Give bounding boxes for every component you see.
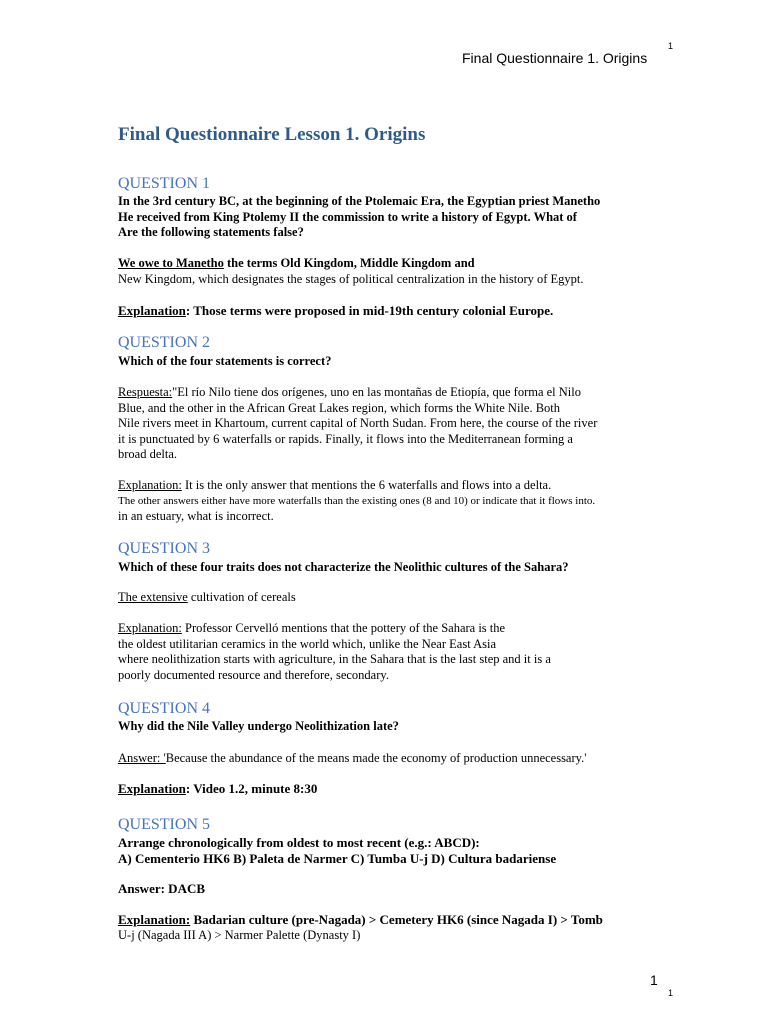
q4-answer-text: Because the abundance of the means made the economy of production unnecessary.'	[165, 751, 587, 765]
q3-explanation-label: Explanation:	[118, 621, 182, 635]
q3-prompt-line: Which of these four traits does not characterize the Neolithic cultures of the Sahara?	[118, 560, 569, 574]
question-3-heading: QUESTION 3	[118, 540, 210, 557]
q3-explanation-text: Professor Cervelló mentions that the pottery of the Sahara is the	[181, 621, 506, 635]
q1-answer-rest: the terms Old Kingdom, Middle Kingdom and	[223, 256, 475, 270]
q5-prompt-line: A) Cementerio HK6 B) Paleta de Narmer C) Tumba U-j D) Cultura badariense	[118, 850, 557, 866]
q2-answer-line: it is punctuated by 6 waterfalls or rapids. Finally, it flows into the Mediterranean forming a	[118, 431, 573, 446]
q1-explanation-text: : Those terms were proposed in mid-19th century colonial Europe.	[185, 303, 554, 318]
question-4-explanation	[118, 781, 678, 797]
q5-explanation-line: U-j (Nagada III A) > Narmer Palette (Dynasty I)	[118, 927, 361, 942]
q2-explanation-line: The other answers either have more waterfalls than the existing ones (8 and 10) or indicate that it flows into.	[118, 494, 596, 507]
page-number-top: 1	[668, 41, 674, 51]
question-3-explanation	[118, 621, 678, 683]
q1-answer-line2: New Kingdom, which designates the stages of political centralization in the history of Egypt.	[118, 271, 584, 286]
question-5-heading: QUESTION 5	[118, 816, 210, 833]
q3-explanation-line: where neolithization starts with agriculture, in the Sahara that is the last step and it is a	[118, 652, 551, 666]
q3-explanation-line: poorly documented resource and therefore, secondary.	[118, 667, 389, 682]
q5-explanation-label: Explanation:	[118, 912, 191, 927]
q2-prompt-line: Which of the four statements is correct?	[118, 354, 332, 368]
q3-answer-underlined: The extensive	[118, 590, 188, 604]
question-5-prompt	[118, 835, 678, 866]
question-2-heading: QUESTION 2	[118, 334, 210, 351]
question-4-answer	[118, 751, 678, 767]
page-number-corner: 1	[668, 988, 674, 998]
q2-explanation-text: It is the only answer that mentions the 6 waterfalls and flows into a delta.	[181, 478, 552, 492]
q2-explanation-label: Explanation:	[118, 478, 182, 492]
question-5-answer	[118, 881, 678, 897]
question-1-explanation	[118, 303, 678, 319]
q2-answer-line: Blue, and the other in the African Great Lakes region, which forms the White Nile. Both	[118, 400, 561, 415]
question-2-explanation	[118, 478, 678, 525]
q5-prompt-line: Arrange chronologically from oldest to most recent (e.g.: ABCD):	[118, 835, 480, 850]
q1-answer-underlined: We owe to Manetho	[118, 256, 224, 270]
q2-answer-label: Respuesta:	[118, 385, 173, 399]
question-2-prompt	[118, 354, 678, 370]
question-3-answer	[118, 590, 678, 606]
question-5-explanation	[118, 912, 678, 943]
question-4-prompt	[118, 719, 678, 735]
q2-explanation-line: in an estuary, what is incorrect.	[118, 509, 274, 523]
q4-answer-label: Answer: '	[118, 751, 166, 765]
question-3-prompt	[118, 560, 678, 576]
q4-prompt-line: Why did the Nile Valley undergo Neolithization late?	[118, 719, 399, 733]
q3-answer-rest: cultivation of cereals	[187, 590, 296, 604]
question-2-answer	[118, 385, 678, 463]
document-title: Final Questionnaire Lesson 1. Origins	[118, 124, 426, 145]
question-1-heading: QUESTION 1	[118, 175, 210, 192]
page-number-bottom: 1	[650, 972, 658, 988]
q2-answer-line: broad delta.	[118, 447, 178, 461]
q1-prompt-line: He received from King Ptolemy II the commission to write a history of Egypt. What of	[118, 209, 577, 224]
q4-explanation-label: Explanation	[118, 781, 186, 796]
q5-answer-text: Answer: DACB	[118, 881, 206, 896]
q1-prompt-line: In the 3rd century BC, at the beginning of the Ptolemaic Era, the Egyptian priest Manetho	[118, 194, 601, 208]
question-1-prompt	[118, 194, 678, 241]
q3-explanation-line: the oldest utilitarian ceramics in the world which, unlike the Near East Asia	[118, 636, 497, 651]
q2-answer-line: Nile rivers meet in Khartoum, current capital of North Sudan. From here, the course of the river	[118, 416, 598, 430]
q4-explanation-text: : Video 1.2, minute 8:30	[185, 781, 318, 796]
question-1-answer	[118, 256, 678, 287]
q5-explanation-text: Badarian culture (pre-Nagada) > Cemetery HK6 (since Nagada I) > Tomb	[190, 912, 603, 927]
q1-explanation-label: Explanation	[118, 303, 186, 318]
running-header: Final Questionnaire 1. Origins	[462, 50, 648, 66]
q2-answer-line: "El río Nilo tiene dos orígenes, uno en las montañas de Etiopía, que forma el Nilo	[172, 385, 581, 399]
q1-prompt-line: Are the following statements false?	[118, 225, 304, 239]
question-4-heading: QUESTION 4	[118, 700, 210, 717]
